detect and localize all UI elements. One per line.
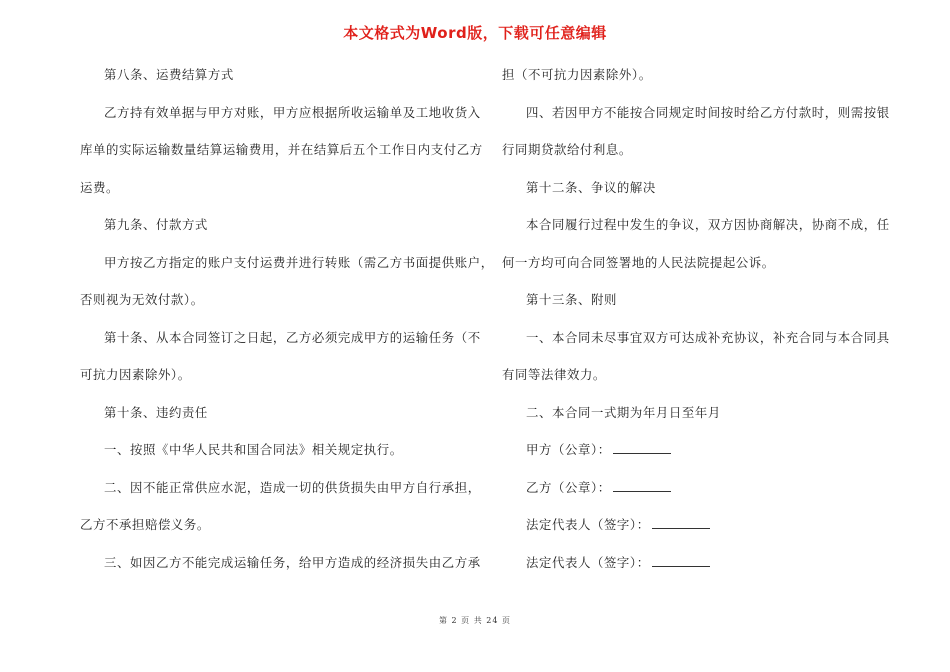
text-line — [502, 360, 887, 398]
line-text: 有同等法律效力。 — [502, 367, 606, 382]
line-text: 二、因不能正常供应水泥，造成一切的供货损失由甲方自行承担， — [104, 479, 481, 495]
text-line — [80, 548, 481, 586]
text-line — [502, 323, 890, 361]
text-line — [502, 98, 890, 136]
line-text: 否则视为无效付款）。 — [80, 292, 204, 307]
line-text: 可抗力因素除外）。 — [80, 367, 191, 382]
text-line — [502, 210, 890, 248]
line-text: 四、若因甲方不能按合同规定时间按时给乙方付款时，则需按银 — [526, 104, 890, 120]
text-line — [80, 210, 475, 248]
text-line — [80, 510, 475, 548]
text-line — [80, 473, 481, 511]
line-text: 甲方（公章）： — [526, 442, 611, 457]
line-text: 担（不可抗力因素除外）。 — [502, 67, 652, 82]
line-text: 第十条、从本合同签订之日起，乙方必须完成甲方的运输任务（不 — [104, 329, 481, 345]
line-text: 二、本合同一式期为年月日至年月 — [526, 404, 721, 420]
text-line — [502, 398, 887, 436]
text-line — [502, 435, 887, 473]
text-line — [502, 510, 887, 548]
line-text: 乙方不承担赔偿义务。 — [80, 517, 210, 532]
line-text: 法定代表人（签字）： — [526, 517, 650, 532]
line-text: 法定代表人（签字）： — [526, 554, 650, 570]
text-line — [80, 360, 475, 398]
text-line — [502, 173, 887, 211]
line-text: 一、按照《中华人民共和国合同法》相关规定执行。 — [104, 442, 403, 457]
signature-blank-field[interactable] — [613, 479, 671, 492]
text-line — [80, 398, 475, 436]
text-line — [80, 135, 483, 173]
text-line — [502, 473, 887, 511]
text-line — [502, 60, 887, 98]
line-text: 第八条、运费结算方式 — [104, 67, 234, 82]
line-text: 一、本合同未尽事宜双方可达成补充协议，补充合同与本合同具 — [526, 329, 890, 345]
line-text: 第九条、付款方式 — [104, 217, 208, 232]
line-text: 乙方持有效单据与甲方对账，甲方应根据所收运输单及工地收货入 — [104, 104, 481, 120]
text-line — [80, 98, 481, 136]
line-text: 第十条、违约责任 — [104, 404, 208, 420]
text-line — [80, 60, 475, 98]
line-text: 本合同履行过程中发生的争议，双方因协商解决，协商不成，任 — [526, 217, 890, 232]
right-column — [502, 60, 890, 585]
line-text: 第十二条、争议的解决 — [526, 179, 656, 195]
text-line — [80, 285, 475, 323]
format-banner: 本文格式为Word版，下载可任意编辑 — [343, 24, 607, 42]
text-line — [80, 435, 475, 473]
text-line — [80, 323, 481, 361]
text-line — [502, 248, 887, 286]
signature-blank-field[interactable] — [652, 554, 710, 567]
page-footer: 第 2 页 共 24 页 — [439, 616, 511, 625]
text-line — [502, 135, 887, 173]
text-line — [80, 248, 494, 286]
left-column — [80, 60, 494, 585]
line-text: 行同期贷款给付利息。 — [502, 142, 632, 157]
line-text: 何一方均可向合同签署地的人民法院提起公诉。 — [502, 254, 775, 270]
text-line — [502, 285, 887, 323]
text-line — [80, 173, 475, 211]
line-text: 运费。 — [80, 179, 119, 195]
text-line — [502, 548, 887, 586]
signature-blank-field[interactable] — [613, 441, 671, 454]
line-text: 三、如因乙方不能完成运输任务，给甲方造成的经济损失由乙方承 — [104, 554, 481, 570]
line-text: 甲方按乙方指定的账户支付运费并进行转账（需乙方书面提供账户， — [104, 254, 494, 270]
line-text: 第十三条、附则 — [526, 292, 617, 307]
line-text: 库单的实际运输数量结算运输费用，并在结算后五个工作日内支付乙方 — [80, 142, 483, 157]
line-text: 乙方（公章）： — [526, 479, 611, 495]
signature-blank-field[interactable] — [652, 516, 710, 529]
